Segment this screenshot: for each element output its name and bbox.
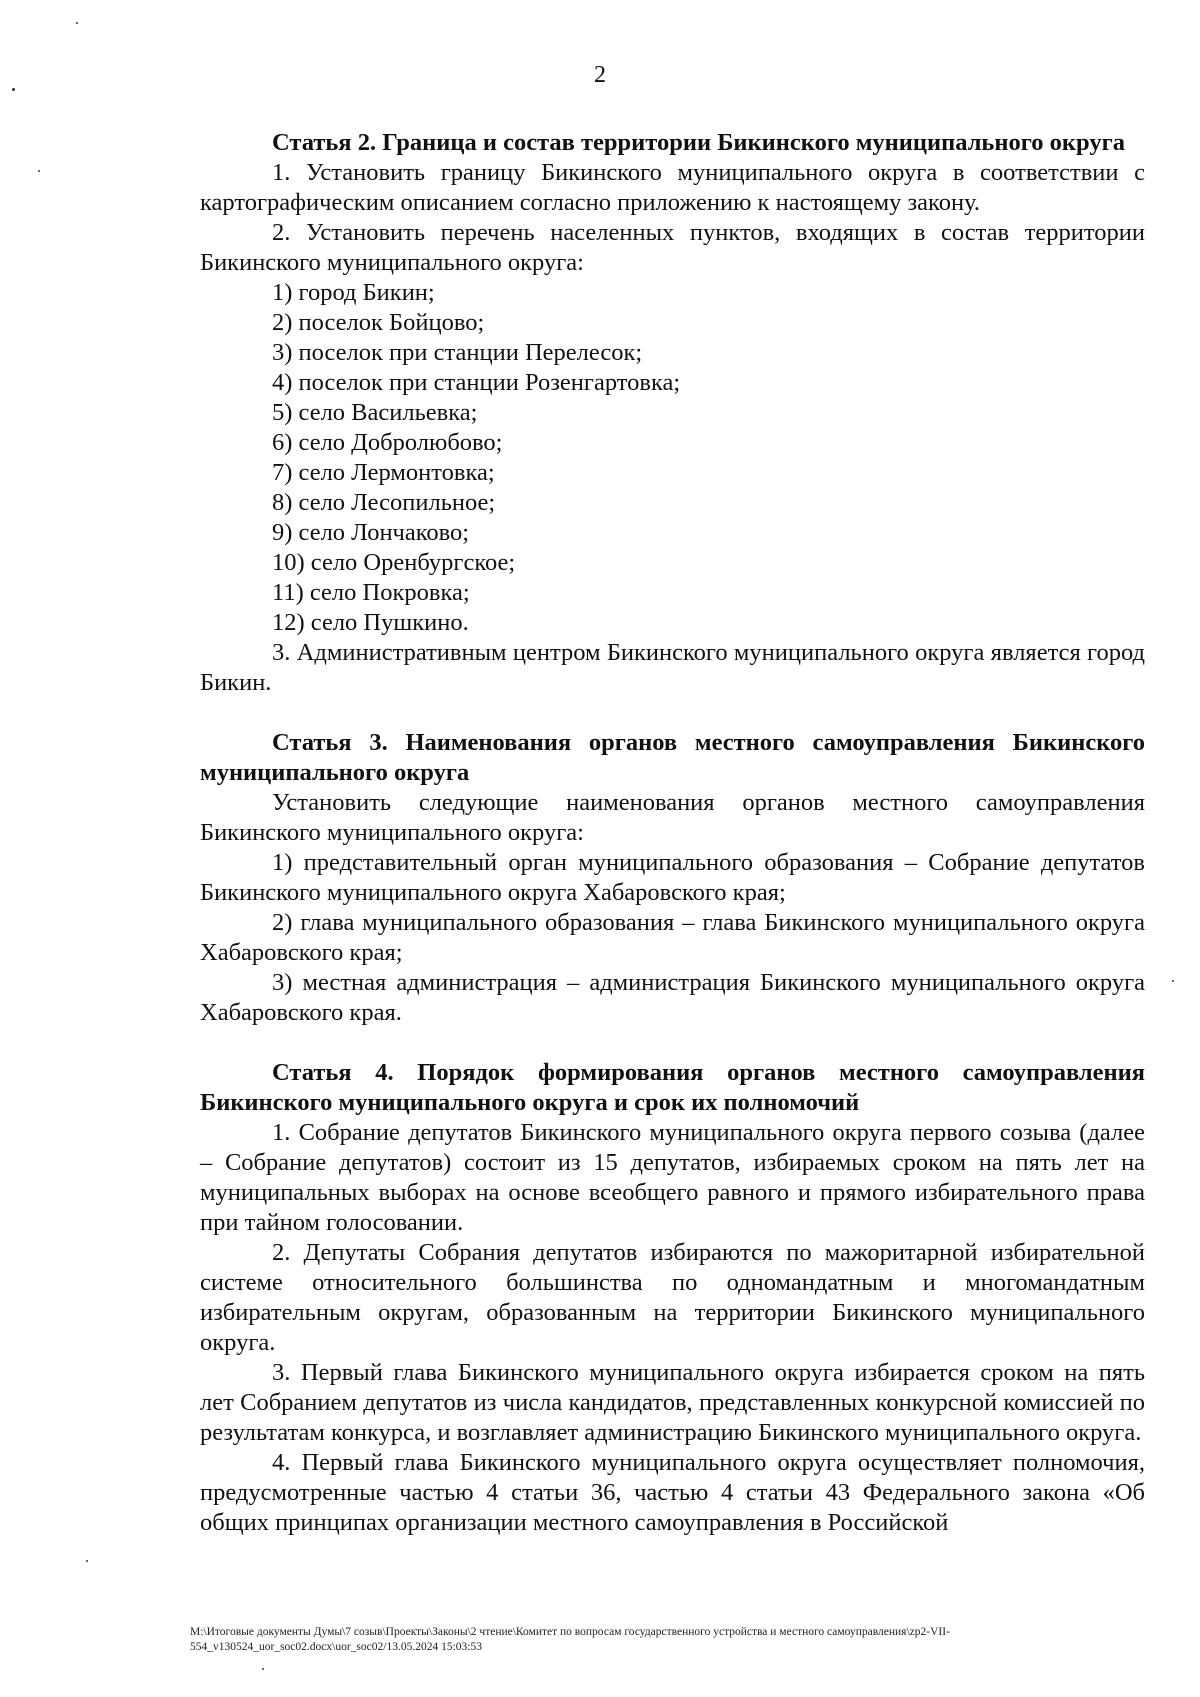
settlement-item: 6) село Добролюбово;	[272, 429, 503, 456]
scan-speck	[38, 170, 40, 172]
article-4-paragraph-3: 3. Первый глава Бикинского муниципального округа избирается сроком на пять лет Собранием депутатов из числа кандидатов, представленных конкурсной комиссией по результатам конкурса, и возглавляет администрацию Бикинского муниципального округа.	[200, 1359, 1145, 1446]
page-number: 2	[594, 62, 606, 88]
settlement-item: 10) село Оренбургское;	[272, 549, 516, 576]
scan-speck	[262, 1668, 264, 1670]
article-3-heading: Статья 3. Наименования органов местного самоуправления Бикинского муниципального округа	[200, 729, 1145, 786]
settlement-item: 2) поселок Бойцово;	[272, 309, 485, 336]
scan-speck	[12, 88, 15, 91]
scan-speck	[1172, 980, 1174, 982]
article-4-heading: Статья 4. Порядок формирования органов местного самоуправления Бикинского муниципального округа и срок их полномочий	[200, 1059, 1145, 1116]
settlement-item: 4) поселок при станции Розенгартовка;	[272, 369, 681, 396]
footer-line-2: 554_v130524_uor_soc02.docx\uor_soc02/13.05.2024 15:03:53	[190, 1641, 482, 1653]
article-4-paragraph-4: 4. Первый глава Бикинского муниципального округа осуществляет полномочия, предусмотренные частью 4 статьи 36, частью 4 статьи 43 Федерального закона «Об общих принципах организации местного самоуправления в Российской	[200, 1449, 1145, 1536]
settlement-item: 8) село Лесопильное;	[272, 489, 496, 516]
settlements-list	[200, 278, 1145, 638]
file-path-footer	[190, 1625, 1150, 1655]
article-3-item-3: 3) местная администрация – администрация Бикинского муниципального округа Хабаровского края.	[200, 969, 1145, 1026]
article-2-paragraph-1: 1. Установить границу Бикинского муниципального округа в соответствии с картографическим описанием согласно приложению к настоящему закону.	[200, 159, 1145, 216]
settlement-item: 5) село Васильевка;	[272, 399, 478, 426]
article-2-heading: Статья 2. Граница и состав территории Бикинского муниципального округа	[272, 129, 1125, 156]
settlement-item: 7) село Лермонтовка;	[272, 459, 495, 486]
article-4-paragraph-1: 1. Собрание депутатов Бикинского муниципального округа первого созыва (далее – Собрание депутатов) состоит из 15 депутатов, избираемых сроком на пять лет на муниципальных выборах на основе всеобщего равного и прямого избирательного права при тайном голосовании.	[200, 1119, 1145, 1236]
scan-speck	[86, 1560, 88, 1562]
document-body	[200, 128, 1145, 1538]
article-2-paragraph-3: 3. Административным центром Бикинского муниципального округа является город Бикин.	[200, 639, 1145, 696]
settlement-item: 11) село Покровка;	[272, 579, 470, 606]
article-2-paragraph-2: 2. Установить перечень населенных пунктов, входящих в состав территории Бикинского муниципального округа:	[200, 219, 1145, 276]
footer-line-1: M:\Итоговые документы Думы\7 созыв\Проекты\Законы\2 чтение\Комитет по вопросам государственного устройства и местного самоуправления\zp2-VII-	[190, 1626, 950, 1638]
scan-speck	[76, 22, 78, 24]
settlement-item: 12) село Пушкино.	[272, 609, 469, 636]
settlement-item: 3) поселок при станции Перелесок;	[272, 339, 643, 366]
article-3-item-1: 1) представительный орган муниципального образования – Собрание депутатов Бикинского муниципального округа Хабаровского края;	[200, 849, 1145, 906]
article-3-intro: Установить следующие наименования органов местного самоуправления Бикинского муниципального округа:	[200, 789, 1145, 846]
article-3-item-2: 2) глава муниципального образования – глава Бикинского муниципального округа Хабаровского края;	[200, 909, 1145, 966]
settlement-item: 1) город Бикин;	[272, 279, 435, 306]
article-4-paragraph-2: 2. Депутаты Собрания депутатов избираются по мажоритарной избирательной системе относительного большинства по одномандатным и многомандатным избирательным округам, образованным на территории Бикинского муниципального округа.	[200, 1239, 1145, 1356]
settlement-item: 9) село Лончаково;	[272, 519, 470, 546]
